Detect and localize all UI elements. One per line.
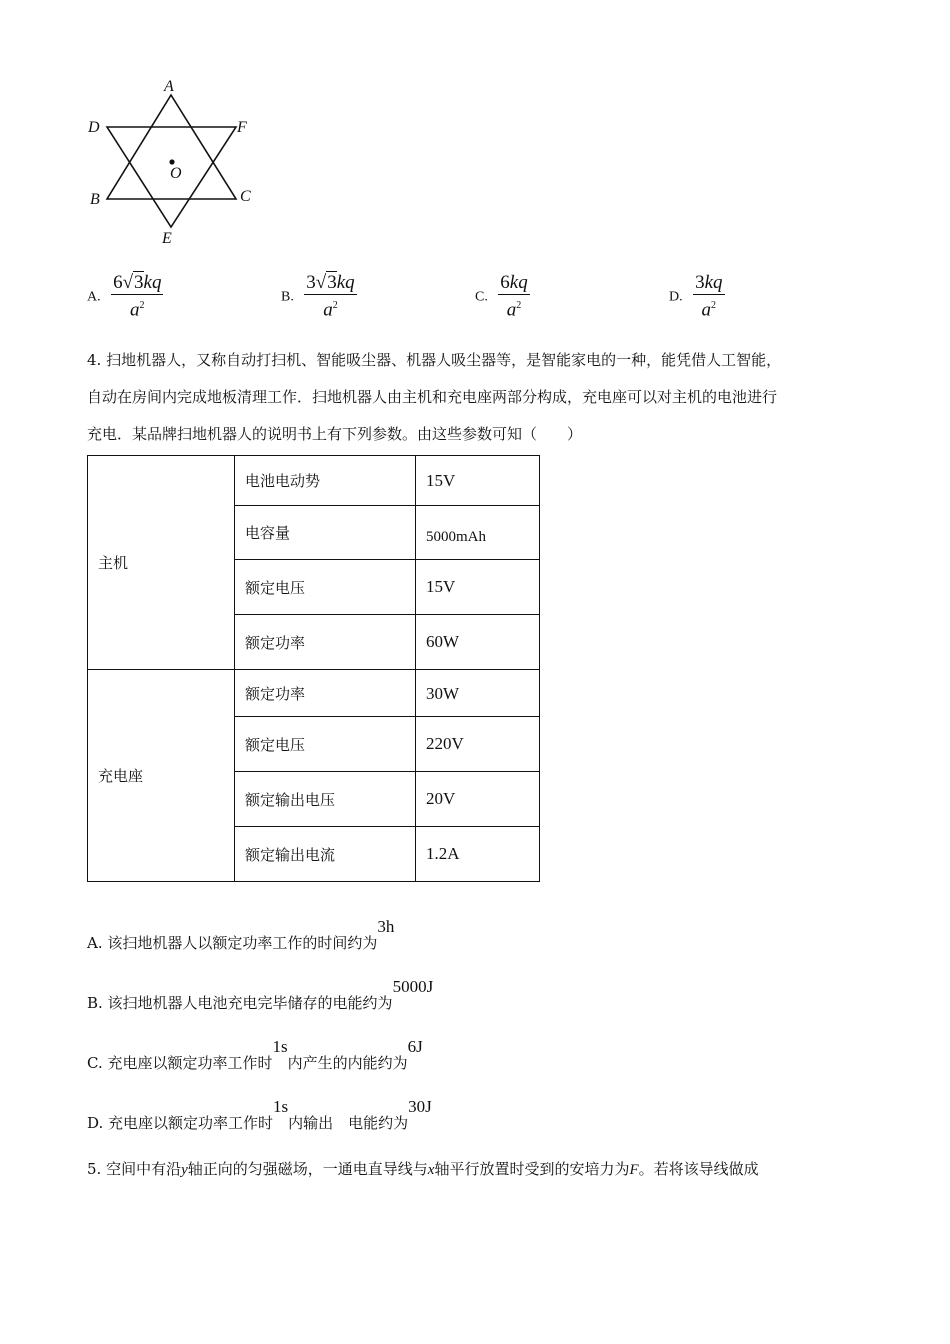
option-a-fraction: $\frac{6√3kq}{a^2}$ bbox=[113, 272, 162, 321]
upward-triangle bbox=[107, 95, 236, 199]
label-c: C bbox=[240, 188, 251, 205]
option-b-label: B. bbox=[281, 289, 294, 305]
param-cell: 额定功率 bbox=[235, 670, 416, 717]
question-4-line-1: 4. 扫地机器人，又称自动打扫机、智能吸尘器、机器人吸尘器等，是智能家电的一种，能凭借人工智能， bbox=[87, 351, 782, 369]
answer-c[interactable]: C. 充电座以额定功率工作时1s内产生的内能约为6J bbox=[87, 1037, 423, 1072]
param-cell: 额定电压 bbox=[235, 717, 416, 772]
spec-table bbox=[87, 455, 540, 882]
option-c-fraction: $\frac{6kq}{a^2}$ bbox=[500, 272, 528, 321]
option-d[interactable] bbox=[669, 272, 725, 321]
label-f: F bbox=[237, 119, 247, 136]
param-cell: 额定功率 bbox=[235, 615, 416, 670]
answer-a[interactable]: A. 该扫地机器人以额定功率工作的时间约为3h bbox=[87, 917, 395, 952]
option-a-label: A. bbox=[87, 289, 101, 305]
label-b: B bbox=[90, 191, 100, 208]
value-cell: 30W bbox=[416, 670, 540, 717]
question-4-line-3: 充电．某品牌扫地机器人的说明书上有下列参数。由这些参数可知（ ） bbox=[87, 425, 583, 443]
option-b-fraction: $\frac{3√3kq}{a^2}$ bbox=[306, 272, 355, 321]
table-row bbox=[88, 670, 540, 717]
param-cell: 额定输出电压 bbox=[235, 772, 416, 827]
label-o: O bbox=[170, 165, 182, 182]
param-cell: 额定输出电流 bbox=[235, 827, 416, 882]
table-row bbox=[88, 456, 540, 506]
value-cell: 20V bbox=[416, 772, 540, 827]
label-a: A bbox=[164, 78, 174, 95]
value-cell: 15V bbox=[416, 456, 540, 506]
label-e: E bbox=[162, 230, 172, 246]
param-cell: 电池电动势 bbox=[235, 456, 416, 506]
value-cell: 60W bbox=[416, 615, 540, 670]
value-cell: 220V bbox=[416, 717, 540, 772]
group-dock: 充电座 bbox=[88, 670, 235, 882]
label-d: D bbox=[88, 119, 100, 136]
option-c[interactable] bbox=[475, 272, 530, 321]
option-a[interactable] bbox=[87, 272, 163, 321]
question-4-stem bbox=[87, 342, 877, 453]
option-d-fraction: $\frac{3kq}{a^2}$ bbox=[695, 272, 723, 321]
value-cell: 5000mAh bbox=[416, 506, 540, 560]
option-c-label: C. bbox=[475, 289, 488, 305]
question-5-stem: 5. 空间中有沿y轴正向的匀强磁场，一通电直导线与x轴平行放置时受到的安培力为F。若将该导线做成 bbox=[87, 1160, 759, 1178]
answer-d[interactable]: D. 充电座以额定功率工作时1s内输出 电能约为30J bbox=[87, 1097, 432, 1132]
group-host: 主机 bbox=[88, 456, 235, 670]
param-cell: 电容量 bbox=[235, 506, 416, 560]
question-4-line-2: 自动在房间内完成地板清理工作．扫地机器人由主机和充电座两部分构成，充电座可以对主机的电池进行 bbox=[87, 388, 778, 406]
answer-b[interactable]: B. 该扫地机器人电池充电完毕储存的电能约为5000J bbox=[87, 977, 434, 1012]
option-b[interactable] bbox=[281, 272, 357, 321]
center-point-o bbox=[169, 159, 174, 164]
value-cell: 15V bbox=[416, 560, 540, 615]
hexagram-figure bbox=[80, 76, 270, 246]
param-cell: 额定电压 bbox=[235, 560, 416, 615]
option-d-label: D. bbox=[669, 289, 683, 305]
value-cell: 1.2A bbox=[416, 827, 540, 882]
